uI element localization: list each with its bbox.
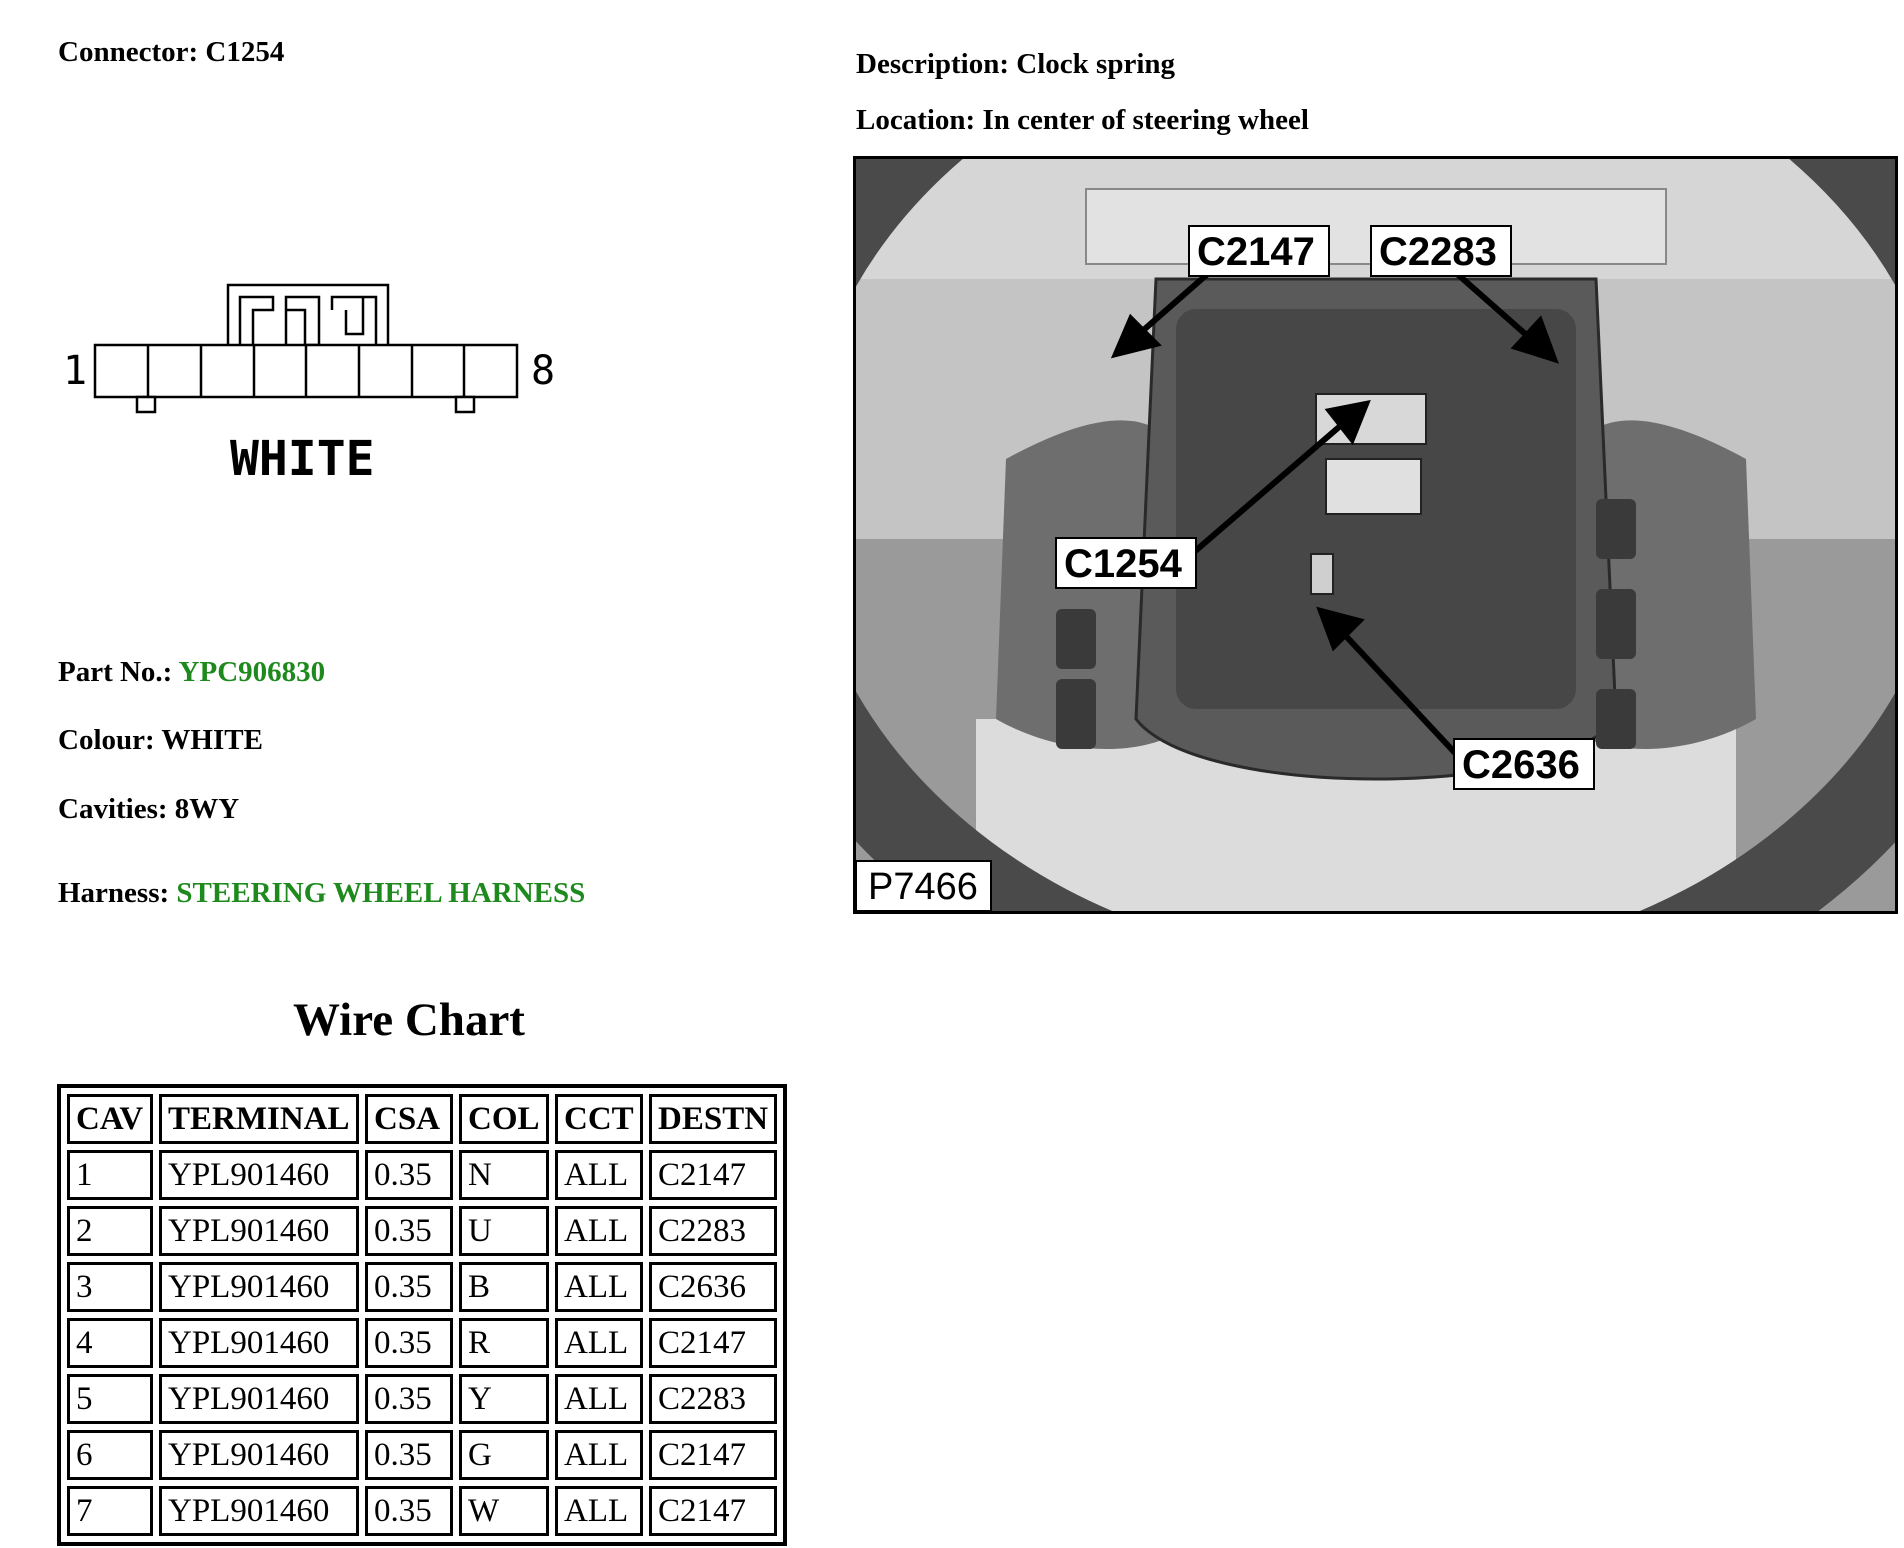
callout-c2283: C2283 — [1379, 230, 1497, 274]
cell-col: Y — [459, 1374, 549, 1424]
column-header-destn: DESTN — [649, 1094, 777, 1144]
cell-terminal: YPL901460 — [159, 1430, 359, 1480]
cell-cct: ALL — [555, 1206, 643, 1256]
cell-cct: ALL — [555, 1318, 643, 1368]
cell-destn: C2283 — [649, 1374, 777, 1424]
connector-label: Connector: — [58, 36, 199, 68]
table-row — [67, 1486, 777, 1536]
cell-terminal: YPL901460 — [159, 1486, 359, 1536]
connector-colour-label: WHITE — [230, 431, 375, 487]
table-row — [67, 1318, 777, 1368]
column-header-csa: CSA — [365, 1094, 453, 1144]
cell-destn: C2636 — [649, 1262, 777, 1312]
part-no-link[interactable]: YPC906830 — [178, 656, 326, 688]
colour-value: WHITE — [161, 724, 263, 756]
cavities-value: 8WY — [174, 793, 240, 825]
location-label: Location: — [856, 104, 976, 136]
table-row — [67, 1206, 777, 1256]
cell-cct: ALL — [555, 1374, 643, 1424]
cell-cav: 6 — [67, 1430, 153, 1480]
pin-last-label: 8 — [531, 348, 556, 394]
part-no-line — [58, 656, 325, 689]
callout-c2636: C2636 — [1462, 743, 1580, 787]
cell-destn: C2283 — [649, 1206, 777, 1256]
cell-terminal: YPL901460 — [159, 1206, 359, 1256]
cell-csa: 0.35 — [365, 1206, 453, 1256]
harness-link[interactable]: STEERING WHEEL HARNESS — [176, 877, 586, 909]
cell-col: R — [459, 1318, 549, 1368]
callout-c2147: C2147 — [1197, 230, 1315, 274]
cell-destn: C2147 — [649, 1486, 777, 1536]
colour-label: Colour: — [58, 724, 155, 756]
cell-col: B — [459, 1262, 549, 1312]
cell-cav: 5 — [67, 1374, 153, 1424]
table-row — [67, 1374, 777, 1424]
cell-cct: ALL — [555, 1430, 643, 1480]
cavities-label: Cavities: — [58, 793, 168, 825]
cell-csa: 0.35 — [365, 1318, 453, 1368]
location-photo — [853, 156, 1898, 914]
cell-col: G — [459, 1430, 549, 1480]
cell-terminal: YPL901460 — [159, 1150, 359, 1200]
table-row — [67, 1150, 777, 1200]
cell-cav: 7 — [67, 1486, 153, 1536]
table-row — [67, 1262, 777, 1312]
cell-cav: 1 — [67, 1150, 153, 1200]
cell-cav: 2 — [67, 1206, 153, 1256]
cell-cav: 4 — [67, 1318, 153, 1368]
cell-terminal: YPL901460 — [159, 1374, 359, 1424]
cell-col: N — [459, 1150, 549, 1200]
cell-cct: ALL — [555, 1150, 643, 1200]
table-row — [67, 1430, 777, 1480]
cell-terminal: YPL901460 — [159, 1262, 359, 1312]
cell-cct: ALL — [555, 1262, 643, 1312]
cell-csa: 0.35 — [365, 1430, 453, 1480]
cell-csa: 0.35 — [365, 1262, 453, 1312]
column-header-cav: CAV — [67, 1094, 153, 1144]
cell-csa: 0.35 — [365, 1486, 453, 1536]
table-header-row — [67, 1094, 777, 1144]
cell-csa: 0.35 — [365, 1374, 453, 1424]
steering-wheel-illustration — [856, 159, 1895, 911]
harness-line — [58, 877, 585, 910]
description-value: Clock spring — [1016, 48, 1176, 80]
cell-terminal: YPL901460 — [159, 1318, 359, 1368]
wire-chart-table — [57, 1084, 787, 1546]
column-header-terminal: TERMINAL — [159, 1094, 359, 1144]
wire-chart-body — [67, 1150, 777, 1536]
connector-face-diagram — [55, 270, 575, 510]
description-label: Description: — [856, 48, 1010, 80]
pin-first-label: 1 — [63, 348, 88, 394]
colour-line — [58, 724, 263, 757]
cavities-line — [58, 793, 239, 826]
cell-col: U — [459, 1206, 549, 1256]
callout-c1254: C1254 — [1064, 542, 1182, 586]
wire-chart-title: Wire Chart — [293, 994, 525, 1046]
location-line — [856, 104, 1309, 137]
cell-destn: C2147 — [649, 1430, 777, 1480]
column-header-col: COL — [459, 1094, 549, 1144]
column-header-cct: CCT — [555, 1094, 643, 1144]
connector-value: C1254 — [205, 36, 285, 68]
cell-col: W — [459, 1486, 549, 1536]
harness-label: Harness: — [58, 877, 170, 909]
description-line — [856, 48, 1175, 81]
cell-destn: C2147 — [649, 1318, 777, 1368]
figure-ref: P7466 — [868, 866, 978, 908]
connector-line — [58, 36, 284, 69]
cell-cav: 3 — [67, 1262, 153, 1312]
cell-destn: C2147 — [649, 1150, 777, 1200]
location-value: In center of steering wheel — [982, 104, 1309, 136]
cell-csa: 0.35 — [365, 1150, 453, 1200]
cell-cct: ALL — [555, 1486, 643, 1536]
part-no-label: Part No.: — [58, 656, 173, 688]
